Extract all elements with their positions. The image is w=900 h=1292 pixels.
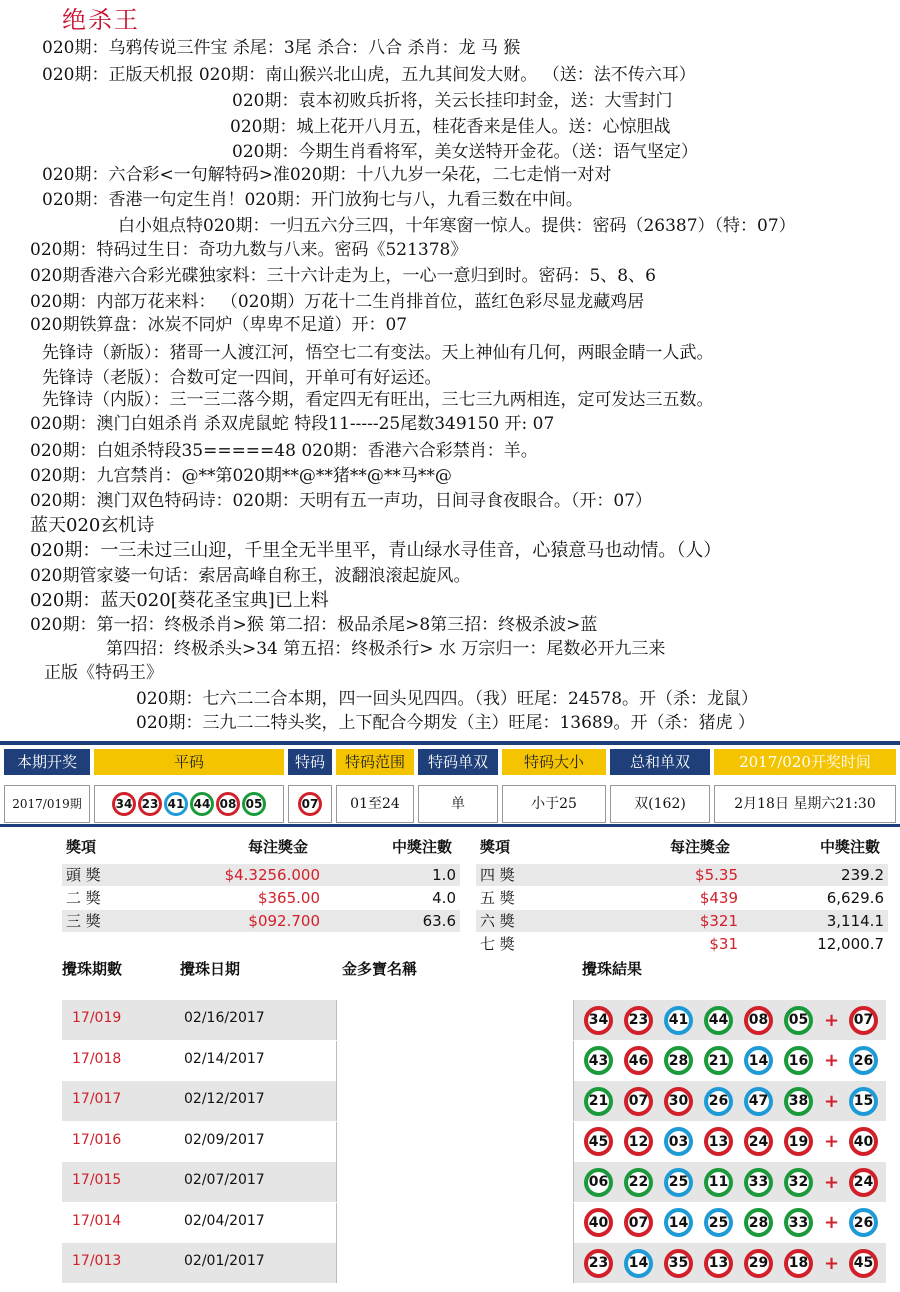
lottery-ball: 33 bbox=[784, 1208, 813, 1237]
prize-name: 五 獎 bbox=[480, 889, 515, 907]
history-period: 17/018 bbox=[72, 1050, 122, 1067]
lottery-ball: 26 bbox=[849, 1208, 878, 1237]
text-line: 020期：三九二二特头奖，上下配合今期发（主）旺尾：13689。开（杀：猪虎 ） bbox=[136, 713, 755, 733]
history-header-period: 攪珠期數 bbox=[62, 960, 123, 978]
plus-sign: + bbox=[824, 1212, 840, 1233]
summary-header-range: 特码范围 bbox=[336, 749, 414, 775]
lottery-ball: 07 bbox=[298, 792, 322, 816]
lottery-ball: 40 bbox=[849, 1127, 878, 1156]
prize-header-amount: 每注獎金 bbox=[670, 838, 731, 856]
lottery-ball: 07 bbox=[849, 1006, 878, 1035]
prize-name: 四 獎 bbox=[480, 866, 515, 884]
prize-amount: $321 bbox=[699, 912, 738, 930]
plus-sign: + bbox=[824, 1171, 840, 1193]
history-period: 17/019 bbox=[72, 1010, 122, 1026]
history-row bbox=[62, 1081, 886, 1121]
text-line: 020期香港六合彩光碟独家料：三十六计走为上，一心一意归到时。密码：5、8、6 bbox=[30, 266, 656, 286]
prize-name: 三 獎 bbox=[66, 912, 101, 930]
text-line: 020期：九宫禁肖：@**第020期**@**猪**@**马**@ bbox=[30, 466, 452, 486]
summary-header-special: 特码 bbox=[288, 749, 332, 775]
lottery-ball: 43 bbox=[584, 1046, 613, 1075]
prize-count: 12,000.7 bbox=[817, 935, 884, 953]
prize-name: 頭 獎 bbox=[66, 866, 101, 884]
prize-amount: $31 bbox=[709, 935, 738, 953]
lottery-ball: 07 bbox=[624, 1087, 653, 1116]
prize-row bbox=[476, 864, 888, 886]
lottery-ball: 22 bbox=[624, 1168, 653, 1197]
history-name-cell bbox=[336, 1041, 574, 1081]
text-line: 020期：城上花开八月五，桂花香来是佳人。送：心惊胆战 bbox=[230, 117, 671, 137]
summary-size: 小于25 bbox=[502, 785, 606, 823]
prize-name: 六 獎 bbox=[480, 912, 515, 930]
summary-next-time: 2月18日 星期六21:30 bbox=[714, 785, 896, 823]
lottery-ball: 30 bbox=[664, 1087, 693, 1116]
history-row bbox=[62, 1243, 886, 1283]
page-title: 绝杀王 bbox=[62, 6, 140, 34]
lottery-ball: 21 bbox=[704, 1046, 733, 1075]
prize-row bbox=[476, 933, 888, 955]
history-period: 17/015 bbox=[72, 1172, 122, 1188]
lottery-ball: 07 bbox=[624, 1208, 653, 1237]
summary-period: 2017/019期 bbox=[4, 785, 90, 823]
lottery-ball: 12 bbox=[624, 1127, 653, 1156]
history-name-cell bbox=[336, 1243, 574, 1283]
prize-header-count: 中獎注數 bbox=[820, 838, 881, 856]
lottery-ball: 13 bbox=[704, 1127, 733, 1156]
lottery-ball: 19 bbox=[784, 1127, 813, 1156]
text-line: 020期管家婆一句话：索居高峰自称王，波翻浪滚起旋风。 bbox=[30, 566, 471, 586]
history-name-cell bbox=[336, 1081, 574, 1121]
prize-amount: $439 bbox=[699, 889, 738, 907]
text-line: 020期：香港一句定生肖！020期：开门放狗七与八，九看三数在中间。 bbox=[42, 190, 583, 210]
text-line: 020期铁算盘：冰炭不同炉（卑卑不足道）开：07 bbox=[30, 315, 408, 335]
summary-odd-even: 单 bbox=[418, 785, 498, 823]
prize-count: 6,629.6 bbox=[826, 889, 884, 907]
prize-amount: $4.3256.000 bbox=[224, 866, 320, 884]
prize-header-name: 獎項 bbox=[66, 838, 97, 856]
text-line: 020期：今期生肖看将军，美女送特开金花。（送：语气坚定） bbox=[232, 142, 698, 162]
history-result bbox=[578, 1203, 886, 1243]
lottery-ball: 05 bbox=[784, 1006, 813, 1035]
plus-sign: + bbox=[824, 1090, 840, 1112]
lottery-ball: 03 bbox=[664, 1127, 693, 1156]
lottery-ball: 11 bbox=[704, 1168, 733, 1197]
lottery-ball: 23 bbox=[138, 792, 162, 816]
lottery-ball: 24 bbox=[744, 1127, 773, 1156]
plus-sign: + bbox=[824, 1009, 840, 1031]
text-line: 先锋诗（内版）：三一三二落今期，看定四无有旺出，三七三九两相连，定可发达三五数。 bbox=[42, 390, 714, 410]
lottery-ball: 45 bbox=[849, 1249, 878, 1278]
lottery-ball: 40 bbox=[584, 1208, 613, 1237]
summary-range: 01至24 bbox=[336, 785, 414, 823]
history-result bbox=[578, 1162, 886, 1202]
lottery-ball: 14 bbox=[624, 1249, 653, 1278]
history-period: 17/016 bbox=[72, 1131, 122, 1148]
lottery-ball: 26 bbox=[704, 1087, 733, 1116]
text-line: 020期：第一招：终极杀肖>猴 第二招：极品杀尾>8第三招：终极杀波>蓝 bbox=[30, 615, 598, 635]
current-draw-summary bbox=[0, 741, 900, 827]
prize-count: 3,114.1 bbox=[826, 912, 884, 930]
history-date: 02/16/2017 bbox=[184, 1010, 265, 1026]
lottery-ball: 28 bbox=[744, 1208, 773, 1237]
summary-header-period: 本期开奖 bbox=[4, 749, 90, 775]
text-line: 020期：内部万花来料： （020期）万花十二生肖排首位，蓝红色彩尽显龙藏鸡居 bbox=[30, 292, 645, 312]
text-line: 白小姐点特020期：一归五六分三四，十年寒窗一惊人。提供：密码（26387）（特：07） bbox=[118, 216, 796, 236]
summary-header-odd-even: 特码单双 bbox=[418, 749, 498, 775]
text-line: 先锋诗（新版）：猪哥一人渡江河，悟空七二有变法。天上神仙有几何，两眼金睛一人武。 bbox=[42, 343, 714, 363]
lottery-ball: 44 bbox=[190, 792, 214, 816]
lottery-ball: 08 bbox=[744, 1006, 773, 1035]
prize-header-count: 中獎注數 bbox=[392, 838, 453, 856]
history-row bbox=[62, 1041, 886, 1081]
lottery-ball: 45 bbox=[584, 1127, 613, 1156]
prize-row bbox=[476, 910, 888, 932]
history-period: 17/014 bbox=[72, 1212, 122, 1229]
text-line: 020期：袁本初败兵折将，关云长挂印封金，送：大雪封门 bbox=[232, 91, 673, 111]
summary-header-size: 特码大小 bbox=[502, 749, 606, 775]
prize-row bbox=[476, 887, 888, 909]
lottery-ball: 16 bbox=[784, 1046, 813, 1075]
text-line: 020期：七六二二合本期，四一回头见四四。（我）旺尾：24578。开（杀：龙鼠） bbox=[136, 689, 759, 709]
lottery-ball: 14 bbox=[664, 1208, 693, 1237]
plus-sign: + bbox=[824, 1131, 840, 1152]
history-header-result: 攪珠結果 bbox=[582, 960, 643, 978]
lottery-ball: 41 bbox=[164, 792, 188, 816]
history-header-name: 金多寶名稱 bbox=[342, 960, 418, 978]
history-date: 02/04/2017 bbox=[184, 1212, 265, 1229]
plus-sign: + bbox=[824, 1252, 840, 1274]
prize-header-amount: 每注獎金 bbox=[248, 838, 309, 856]
text-line: 蓝天020玄机诗 bbox=[30, 515, 155, 536]
lottery-ball: 05 bbox=[242, 792, 266, 816]
history-name-cell bbox=[336, 1203, 574, 1243]
lottery-ball: 47 bbox=[744, 1087, 773, 1116]
history-name-cell bbox=[336, 1122, 574, 1162]
lottery-ball: 25 bbox=[664, 1168, 693, 1197]
lottery-ball: 18 bbox=[784, 1249, 813, 1278]
lottery-ball: 32 bbox=[784, 1168, 813, 1197]
lottery-ball: 33 bbox=[744, 1168, 773, 1197]
text-line: 第四招：终极杀头>34 第五招：终极杀行> 水 万宗归一：尾数必开九三来 bbox=[106, 639, 666, 659]
lottery-ball: 13 bbox=[704, 1249, 733, 1278]
history-date: 02/01/2017 bbox=[184, 1253, 265, 1269]
lottery-ball: 21 bbox=[584, 1087, 613, 1116]
lottery-ball: 14 bbox=[744, 1046, 773, 1075]
lottery-ball: 26 bbox=[849, 1046, 878, 1075]
text-line: 先锋诗（老版）：合数可定一四间，开单可有好运还。 bbox=[42, 368, 442, 388]
history-result bbox=[578, 1000, 886, 1040]
history-period: 17/013 bbox=[72, 1253, 122, 1269]
summary-header-regular: 平码 bbox=[94, 749, 284, 775]
prize-row bbox=[62, 910, 460, 932]
text-line: 020期：一三未过三山迎，千里全无半里平，青山绿水寻佳音，心猿意马也动情。（人） bbox=[30, 540, 722, 561]
summary-header-next-time: 2017/020开奖时间 bbox=[714, 749, 896, 775]
lottery-ball: 08 bbox=[216, 792, 240, 816]
prize-row bbox=[62, 864, 460, 886]
lottery-ball: 44 bbox=[704, 1006, 733, 1035]
history-name-cell bbox=[336, 1162, 574, 1202]
text-line: 正版《特码王》 bbox=[44, 663, 163, 683]
summary-header-sum: 总和单双 bbox=[610, 749, 710, 775]
lottery-ball: 23 bbox=[584, 1249, 613, 1278]
history-date: 02/14/2017 bbox=[184, 1050, 265, 1067]
prize-count: 1.0 bbox=[432, 866, 456, 884]
prize-amount: $365.00 bbox=[257, 889, 320, 907]
history-row bbox=[62, 1000, 886, 1040]
lottery-ball: 24 bbox=[849, 1168, 878, 1197]
history-row bbox=[62, 1162, 886, 1202]
history-result bbox=[578, 1243, 886, 1283]
lottery-ball: 28 bbox=[664, 1046, 693, 1075]
history-result bbox=[578, 1122, 886, 1162]
prize-count: 239.2 bbox=[841, 866, 884, 884]
history-date: 02/09/2017 bbox=[184, 1131, 265, 1148]
text-line: 020期：正版天机报 020期：南山猴兴北山虎，五九其间发大财。 （送：法不传六耳） bbox=[42, 65, 696, 85]
summary-special-ball bbox=[288, 785, 332, 823]
lottery-ball: 38 bbox=[784, 1087, 813, 1116]
history-name-cell bbox=[336, 1000, 574, 1040]
lottery-ball: 41 bbox=[664, 1006, 693, 1035]
text-line: 020期：澳门双色特码诗：020期：天明有五一声功，日间寻食夜眼合。（开：07） bbox=[30, 491, 653, 511]
lottery-ball: 06 bbox=[584, 1168, 613, 1197]
text-line: 020期：特码过生日：奇功九数与八来。密码《521378》 bbox=[30, 240, 468, 260]
summary-sum-odd-even: 双(162) bbox=[610, 785, 710, 823]
prize-name: 七 獎 bbox=[480, 935, 515, 953]
plus-sign: + bbox=[824, 1050, 840, 1071]
text-line: 020期：乌鸦传说三件宝 杀尾：3尾 杀合：八合 杀肖：龙 马 猴 bbox=[42, 38, 521, 58]
prize-name: 二 獎 bbox=[66, 889, 101, 907]
history-header-date: 攪珠日期 bbox=[180, 960, 241, 978]
lottery-ball: 34 bbox=[584, 1006, 613, 1035]
history-result bbox=[578, 1081, 886, 1121]
lottery-ball: 23 bbox=[624, 1006, 653, 1035]
lottery-ball: 15 bbox=[849, 1087, 878, 1116]
prize-header-name: 獎項 bbox=[480, 838, 511, 856]
text-line: 020期：六合彩<一句解特码>准020期：十八九岁一朵花，二七走悄一对对 bbox=[42, 165, 612, 185]
history-row bbox=[62, 1203, 886, 1243]
prize-amount: $5.35 bbox=[695, 866, 738, 884]
text-line: 020期：澳门白姐杀肖 杀双虎鼠蛇 特段11-----25尾数349150 开: 07 bbox=[30, 414, 555, 434]
text-line: 020期：白姐杀特段35=====48 020期：香港六合彩禁肖：羊。 bbox=[30, 441, 538, 461]
prize-row bbox=[62, 887, 460, 909]
prize-count: 4.0 bbox=[432, 889, 456, 907]
lottery-ball: 46 bbox=[624, 1046, 653, 1075]
summary-regular-balls bbox=[94, 785, 284, 823]
lottery-ball: 34 bbox=[112, 792, 136, 816]
lottery-ball: 29 bbox=[744, 1249, 773, 1278]
lottery-ball: 25 bbox=[704, 1208, 733, 1237]
history-row bbox=[62, 1122, 886, 1162]
history-date: 02/07/2017 bbox=[184, 1172, 265, 1188]
prize-count: 63.6 bbox=[422, 912, 456, 930]
text-line: 020期：蓝天020[葵花圣宝典]已上料 bbox=[30, 590, 329, 611]
prize-amount: $092.700 bbox=[248, 912, 320, 930]
history-result bbox=[578, 1041, 886, 1081]
history-date: 02/12/2017 bbox=[184, 1091, 265, 1107]
history-period: 17/017 bbox=[72, 1091, 122, 1107]
lottery-ball: 35 bbox=[664, 1249, 693, 1278]
